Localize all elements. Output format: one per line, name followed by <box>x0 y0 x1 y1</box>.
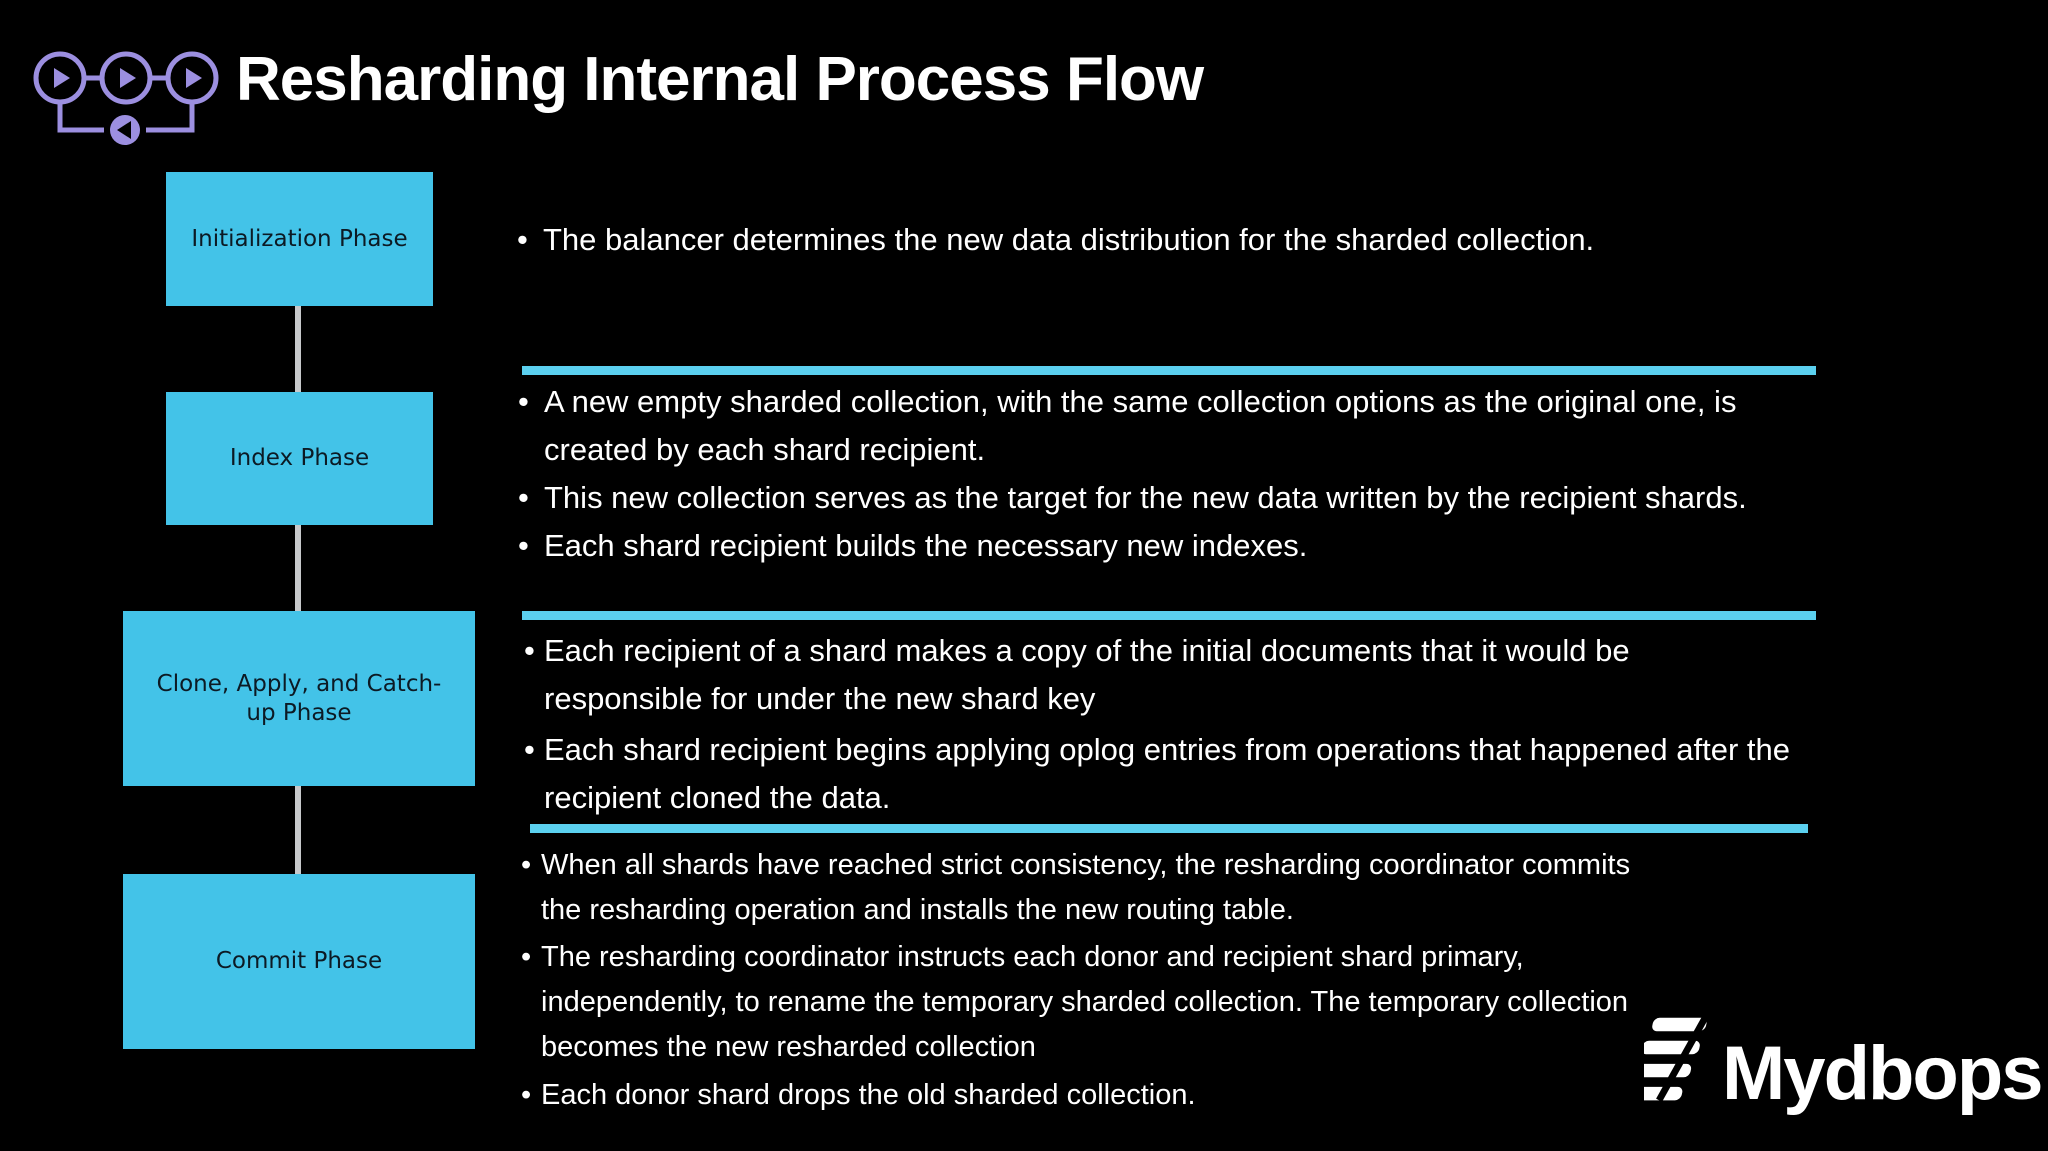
phase-label: Index Phase <box>229 445 370 471</box>
phase-label: Clone, Apply, and Catch-up Phase <box>156 670 442 726</box>
bullet-dot: • <box>518 480 529 515</box>
phase-index <box>166 392 433 525</box>
phase-connector <box>295 525 301 611</box>
bullet-item <box>524 627 1630 723</box>
bullet-dot: • <box>521 849 532 881</box>
bullet-item <box>518 378 1737 474</box>
bullet-item <box>518 474 1747 522</box>
bullet-text: recipient cloned the data. <box>544 780 891 815</box>
bullet-item <box>518 522 1308 570</box>
bullet-dot: • <box>521 941 532 973</box>
bullet-text: When all shards have reached strict consistency, the resharding coordinator commits <box>541 849 1631 881</box>
bullet-dot: • <box>518 384 529 419</box>
bullet-text: The balancer determines the new data distribution for the sharded collection. <box>543 222 1595 257</box>
section-divider <box>522 366 1816 375</box>
bullet-item <box>517 216 1595 264</box>
bullet-text: The resharding coordinator instructs each donor and recipient shard primary, <box>541 941 1524 973</box>
bullet-text: Each shard recipient begins applying oplog entries from operations that happened after the <box>544 732 1790 767</box>
bullet-dot: • <box>521 1079 532 1111</box>
bullet-text: Each recipient of a shard makes a copy of the initial documents that it would be <box>544 633 1630 668</box>
bullet-item <box>524 726 1790 822</box>
bullet-item <box>521 935 1629 1070</box>
process-flow-icon <box>32 50 222 146</box>
bullet-text: Each shard recipient builds the necessary new indexes. <box>544 528 1308 563</box>
brand-name: Mydbops <box>1722 1031 2042 1116</box>
phase-clone-apply-catchup <box>123 611 475 786</box>
phase-initialization <box>166 172 433 306</box>
bullet-text: becomes the new resharded collection <box>541 1031 1036 1063</box>
bullet-item <box>521 843 1631 933</box>
bullet-text: Each donor shard drops the old sharded collection. <box>541 1079 1196 1111</box>
bullet-dot: • <box>518 528 529 563</box>
bullet-dot: • <box>517 222 528 257</box>
section-divider <box>522 611 1816 620</box>
phase-label: Commit Phase <box>215 948 383 974</box>
bullet-dot: • <box>524 732 535 767</box>
bullet-text: created by each shard recipient. <box>544 432 986 467</box>
bullet-text: the resharding operation and installs the new routing table. <box>541 894 1294 926</box>
phase-connector <box>295 306 301 392</box>
bullet-text: This new collection serves as the target for the new data written by the recipient shards. <box>544 480 1747 515</box>
bullet-text: independently, to rename the temporary sharded collection. The temporary collection <box>541 986 1629 1018</box>
bullet-text: A new empty sharded collection, with the same collection options as the original one, is <box>544 384 1737 419</box>
section-divider <box>530 824 1808 833</box>
phase-commit <box>123 874 475 1049</box>
phase-label: Initialization Phase <box>191 225 408 252</box>
bullet-dot: • <box>524 633 535 668</box>
bullet-item <box>521 1073 1196 1118</box>
bullet-text: responsible for under the new shard key <box>544 681 1096 716</box>
page-title: Resharding Internal Process Flow <box>236 45 1204 114</box>
mydbops-logo-icon <box>1644 1012 1724 1108</box>
phase-connector <box>295 786 301 874</box>
